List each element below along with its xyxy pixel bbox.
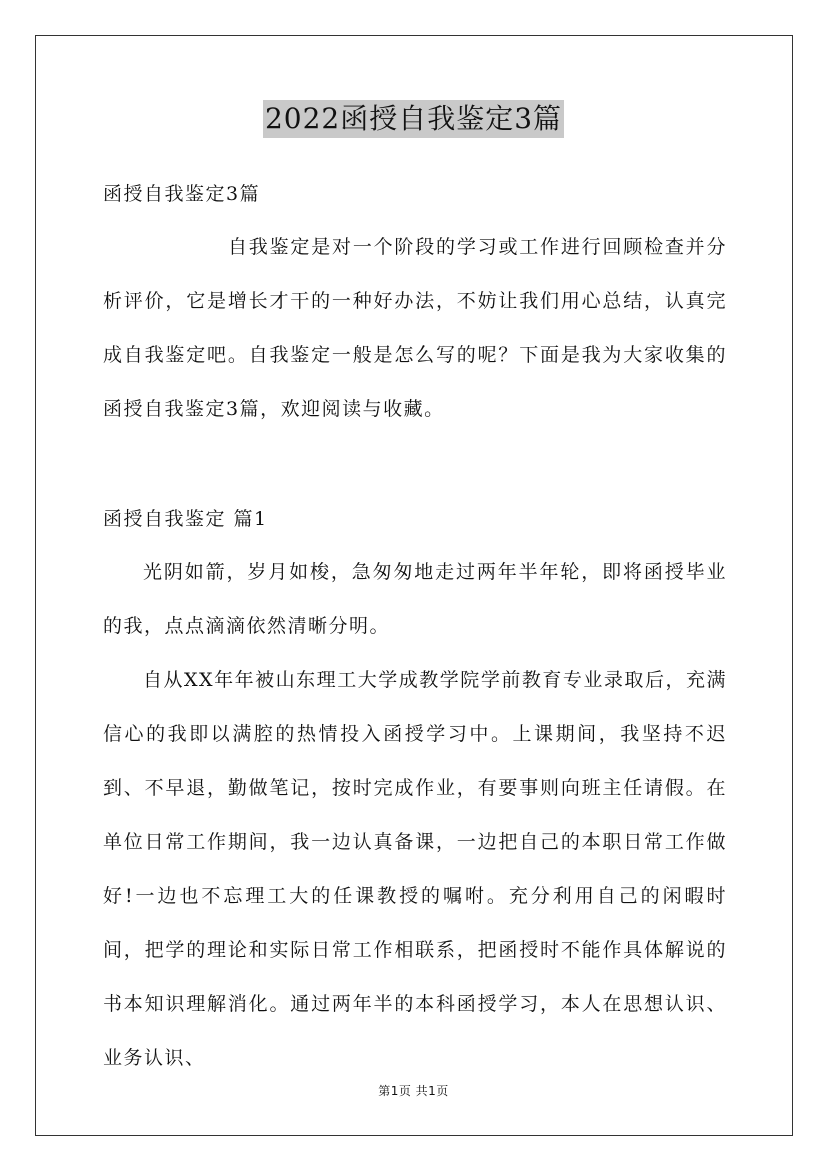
section-heading: 函授自我鉴定 篇1 [103, 508, 268, 530]
document-subtitle: 函授自我鉴定3篇 [103, 183, 261, 205]
page-number-footer: 第1页 共1页 [378, 1084, 449, 1098]
title-container [0, 100, 827, 138]
intro-paragraph: 自我鉴定是对一个阶段的学习或工作进行回顾检查并分析评价，它是增长才干的一种好办法，不妨让我们用心总结，认真完成自我鉴定吧。自我鉴定一般是怎么写的呢？下面是我为大家收集的函授自我鉴定3篇，欢迎阅读与收藏。 [103, 236, 727, 420]
body-paragraph-2: 自从XX年年被山东理工大学成教学院学前教育专业录取后，充满信心的我即以满腔的热情投入函授学习中。上课期间，我坚持不迟到、不早退，勤做笔记，按时完成作业，有要事则向班主任请假。在单位日常工作期间，我一边认真备课，一边把自己的本职日常工作做好!一边也不忘理工大的任课教授的嘱咐。充分利用自己的闲暇时间，把学的理论和实际日常工作相联系，把函授时不能作具体解说的书本知识理解消化。通过两年半的本科函授学习，本人在思想认识、业务认识、 [103, 669, 727, 1069]
document-title: 2022函授自我鉴定3篇 [263, 100, 564, 138]
body-paragraph-1: 光阴如箭，岁月如梭，急匆匆地走过两年半年轮，即将函授毕业的我，点点滴滴依然清晰分明。 [103, 561, 727, 637]
